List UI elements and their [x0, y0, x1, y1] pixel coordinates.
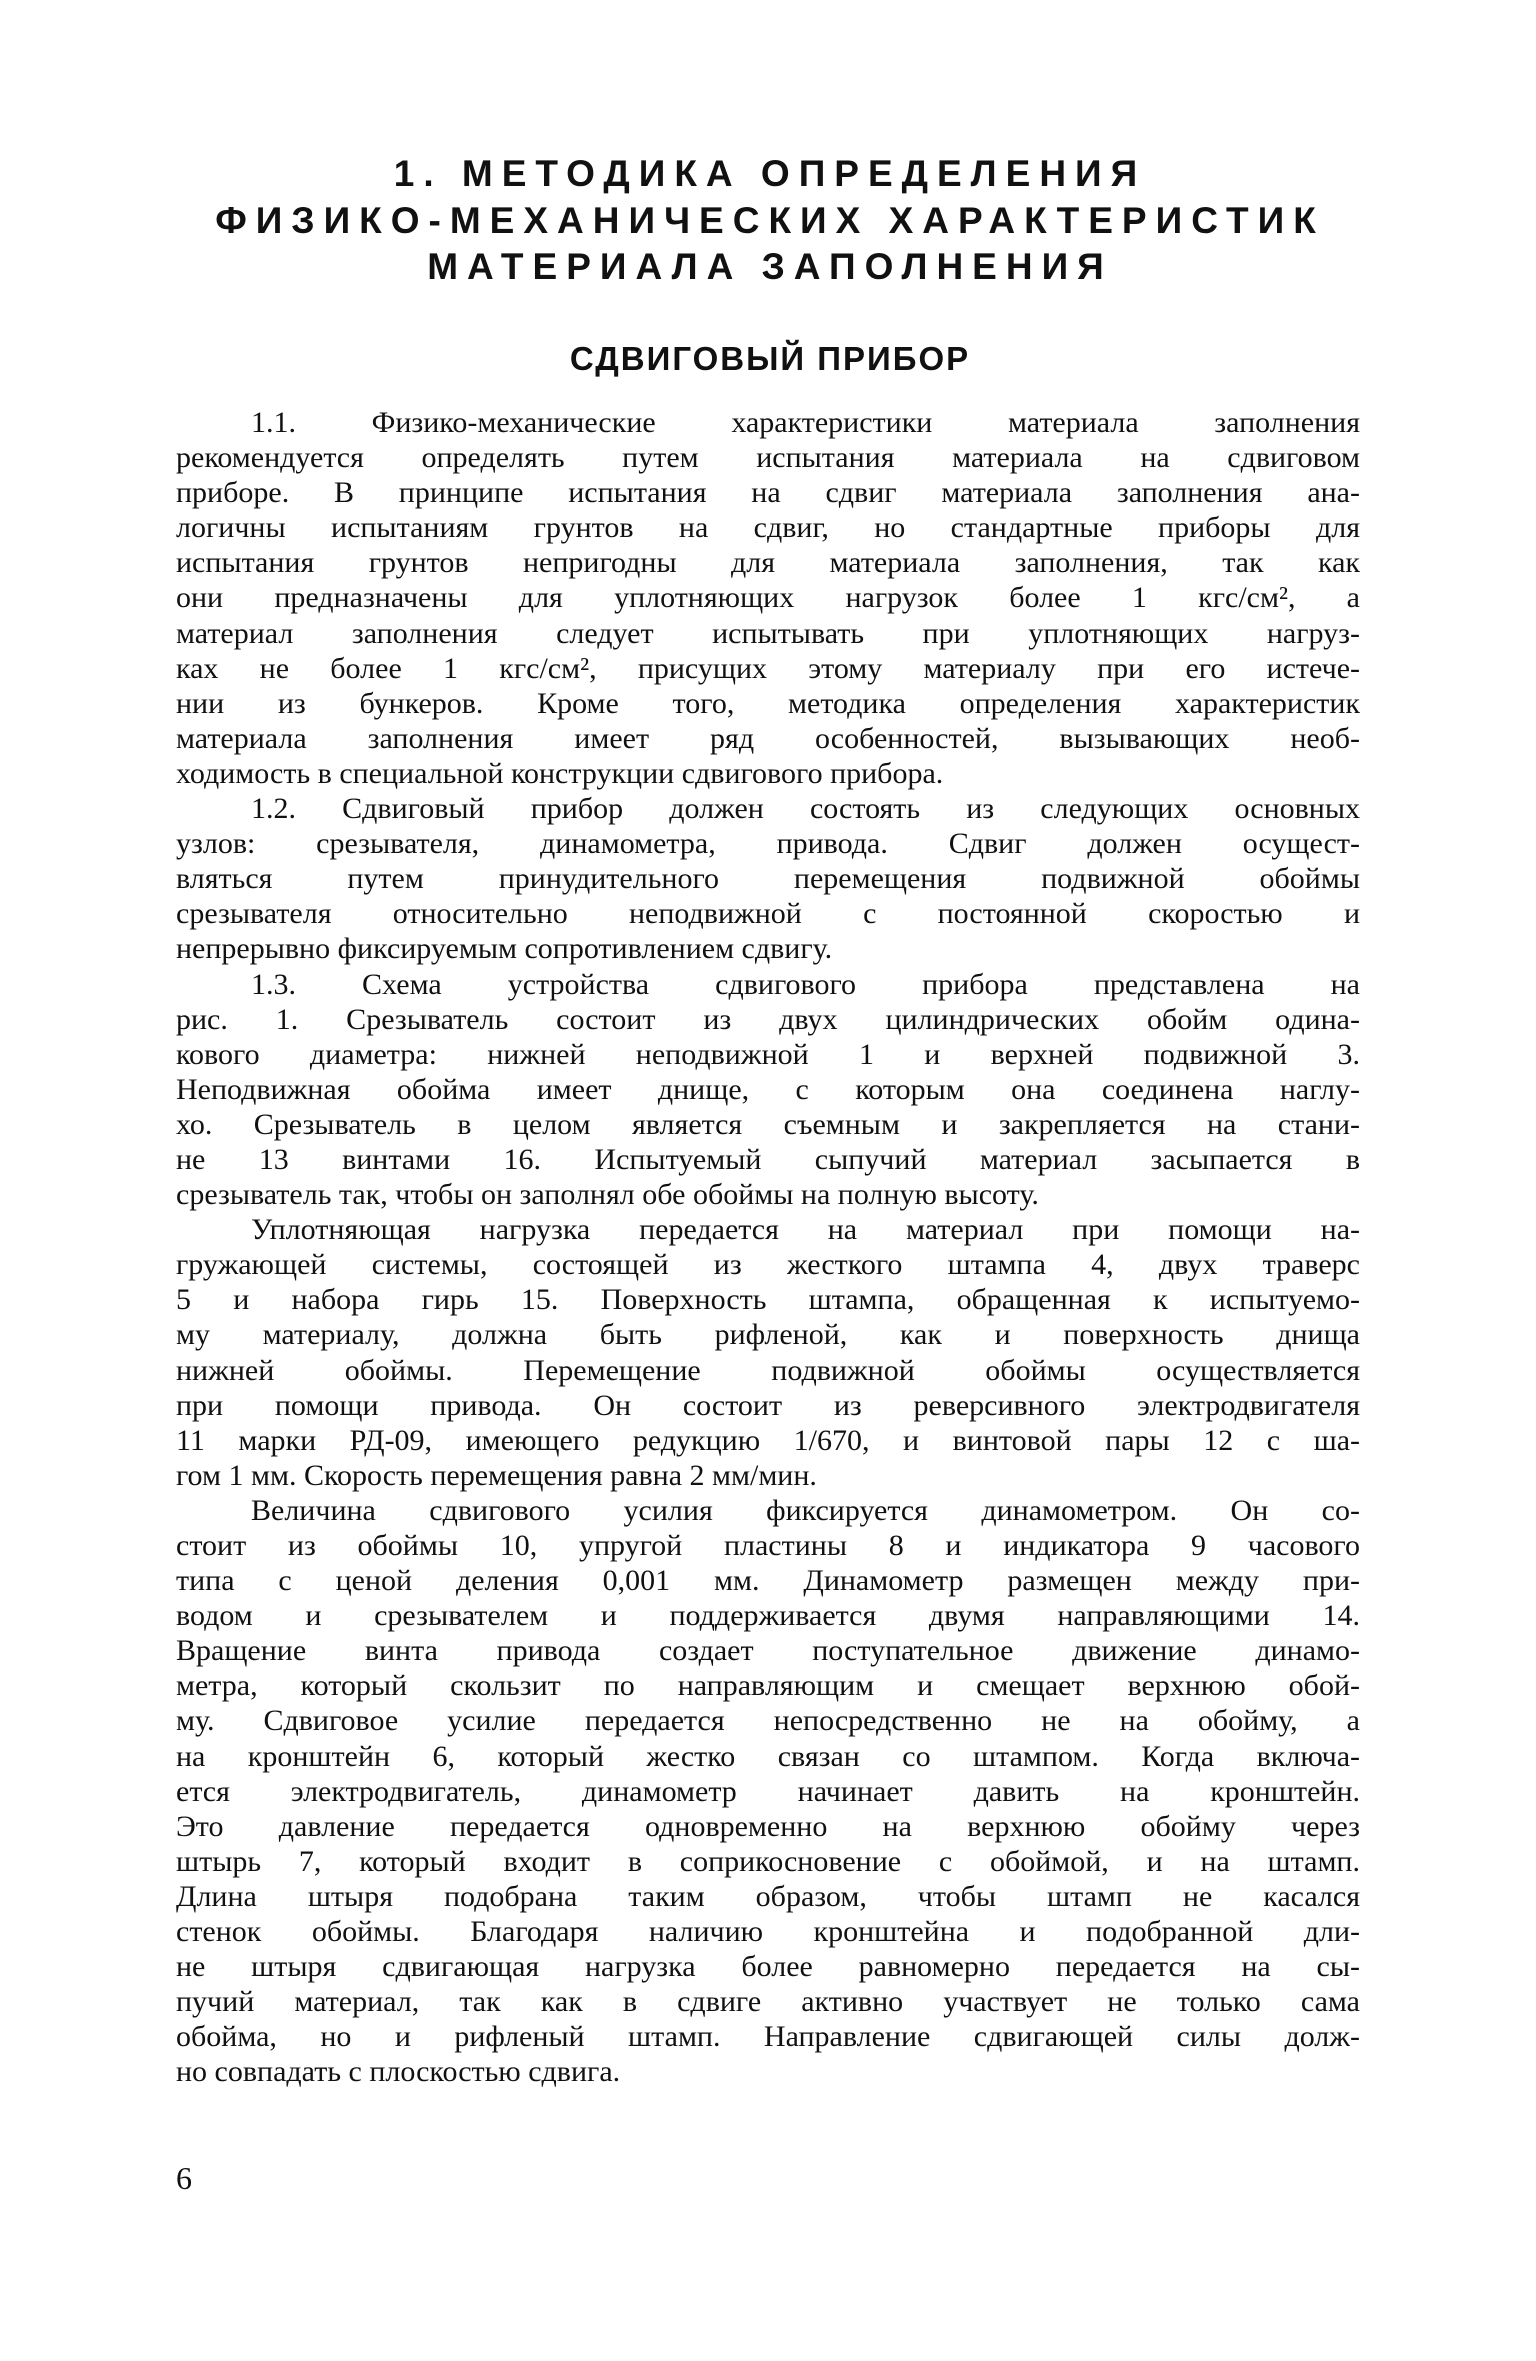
text-line: штырь 7, который входит в соприкосновение с обоймой, и на штамп.	[176, 1844, 1360, 1878]
text-line: 1.1. Физико-механические характеристики материала заполнения	[251, 406, 1360, 439]
text-line: но совпадать с плоскостью сдвига.	[176, 2055, 621, 2089]
text-line: стоит из обоймы 10, упругой пластины 8 и индикатора 9 часового	[176, 1529, 1360, 1562]
page-number: 6	[176, 2160, 192, 2196]
text-line: ках не более 1 кгс/см², присущих этому материалу при его истече-	[176, 651, 1360, 685]
text-line: вляться путем принудительного перемещения подвижной обоймы	[176, 862, 1360, 896]
text-line: хо. Срезыватель в целом является съемным и закрепляется на стани-	[176, 1107, 1360, 1141]
text-line: они предназначены для уплотняющих нагрузок более 1 кгс/см², а	[176, 581, 1360, 615]
text-line: нии из бункеров. Кроме того, методика определения характеристик	[176, 686, 1360, 720]
text-line: Длина штыря подобрана таким образом, чтобы штамп не касался	[176, 1879, 1360, 1913]
text-line: 11 марки РД-09, имеющего редукцию 1/670, и винтовой пары 12 с ша-	[176, 1423, 1360, 1457]
text-line: му. Сдвиговое усилие передается непосредственно не на обойму, а	[176, 1704, 1360, 1738]
text-line: приборе. В принципе испытания на сдвиг материала заполнения ана-	[176, 476, 1360, 510]
text-line: 1.2. Сдвиговый прибор должен состоять из следующих основных	[251, 792, 1360, 826]
body-text	[176, 405, 1360, 2090]
text-line: Вращение винта привода создает поступательное движение динамо-	[176, 1634, 1360, 1668]
text-line: Это давление передается одновременно на верхнюю обойму через	[176, 1809, 1360, 1843]
text-line: водом и срезывателем и поддерживается двумя направляющими 14.	[176, 1599, 1360, 1633]
text-line: Неподвижная обойма имеет днище, с которым она соединена наглу-	[176, 1072, 1360, 1106]
text-line: 1.3. Схема устройства сдвигового прибора представлена на	[251, 967, 1360, 1001]
text-line: кового диаметра: нижней неподвижной 1 и верхней подвижной 3.	[176, 1037, 1360, 1071]
chapter-title-line-1: 1. МЕТОДИКА ОПРЕДЕЛЕНИЯ	[393, 153, 1147, 194]
text-line: узлов: срезывателя, динамометра, привода. Сдвиг должен осущест-	[176, 827, 1360, 861]
text-line: не штыря сдвигающая нагрузка более равномерно передается на сы-	[176, 1950, 1360, 1984]
text-line: испытания грунтов непригодны для материала заполнения, так как	[176, 546, 1360, 580]
text-line: не 13 винтами 16. Испытуемый сыпучий материал засыпается в	[176, 1142, 1360, 1176]
text-line: срезыватель так, чтобы он заполнял обе обоймы на полную высоту.	[176, 1178, 1039, 1212]
text-line: рис. 1. Срезыватель состоит из двух цилиндрических обойм одина-	[176, 1002, 1360, 1036]
text-line: логичны испытаниям грунтов на сдвиг, но стандартные приборы для	[176, 511, 1360, 545]
text-line: Уплотняющая нагрузка передается на материал при помощи на-	[251, 1213, 1360, 1247]
chapter-title-line-2: ФИЗИКО-МЕХАНИЧЕСКИХ ХАРАКТЕРИСТИК	[215, 200, 1325, 241]
text-line: материала заполнения имеет ряд особенностей, вызывающих необ-	[176, 721, 1360, 755]
text-line: срезывателя относительно неподвижной с постоянной скоростью и	[176, 897, 1360, 931]
text-line: типа с ценой деления 0,001 мм. Динамометр размещен между при-	[176, 1564, 1360, 1598]
text-line: материал заполнения следует испытывать при уплотняющих нагруз-	[176, 616, 1360, 650]
text-line: обойма, но и рифленый штамп. Направление сдвигающей силы долж-	[176, 2020, 1360, 2054]
text-line: нижней обоймы. Перемещение подвижной обоймы осуществляется	[176, 1353, 1360, 1387]
text-line: ется электродвигатель, динамометр начинает давить на кронштейн.	[176, 1774, 1360, 1808]
text-line: Величина сдвигового усилия фиксируется динамометром. Он со-	[251, 1493, 1360, 1527]
text-line: при помощи привода. Он состоит из реверсивного электродвигателя	[176, 1388, 1360, 1422]
text-line: ходимость в специальной конструкции сдвигового прибора.	[176, 756, 944, 790]
text-line: гружающей системы, состоящей из жесткого штампа 4, двух траверс	[176, 1248, 1360, 1282]
text-line: пучий материал, так как в сдвиге активно участвует не только сама	[176, 1985, 1360, 2019]
chapter-title-line-3: МАТЕРИАЛА ЗАПОЛНЕНИЯ	[427, 246, 1113, 287]
text-line: метра, который скользит по направляющим и смещает верхнюю обой-	[176, 1669, 1360, 1703]
text-line: непрерывно фиксируемым сопротивлением сдвигу.	[176, 932, 833, 966]
text-line: 5 и набора гирь 15. Поверхность штампа, обращенная к испытуемо-	[176, 1283, 1360, 1317]
text-line: гом 1 мм. Скорость перемещения равна 2 мм/мин.	[176, 1458, 817, 1492]
section-heading: СДВИГОВЫЙ ПРИБОР	[569, 340, 971, 377]
text-line: рекомендуется определять путем испытания материала на сдвиговом	[176, 441, 1360, 475]
text-line: на кронштейн 6, который жестко связан со штампом. Когда включа-	[176, 1739, 1360, 1773]
text-line: му материалу, должна быть рифленой, как и поверхность днища	[176, 1318, 1360, 1352]
text-line: стенок обоймы. Благодаря наличию кронштейна и подобранной дли-	[176, 1915, 1360, 1949]
